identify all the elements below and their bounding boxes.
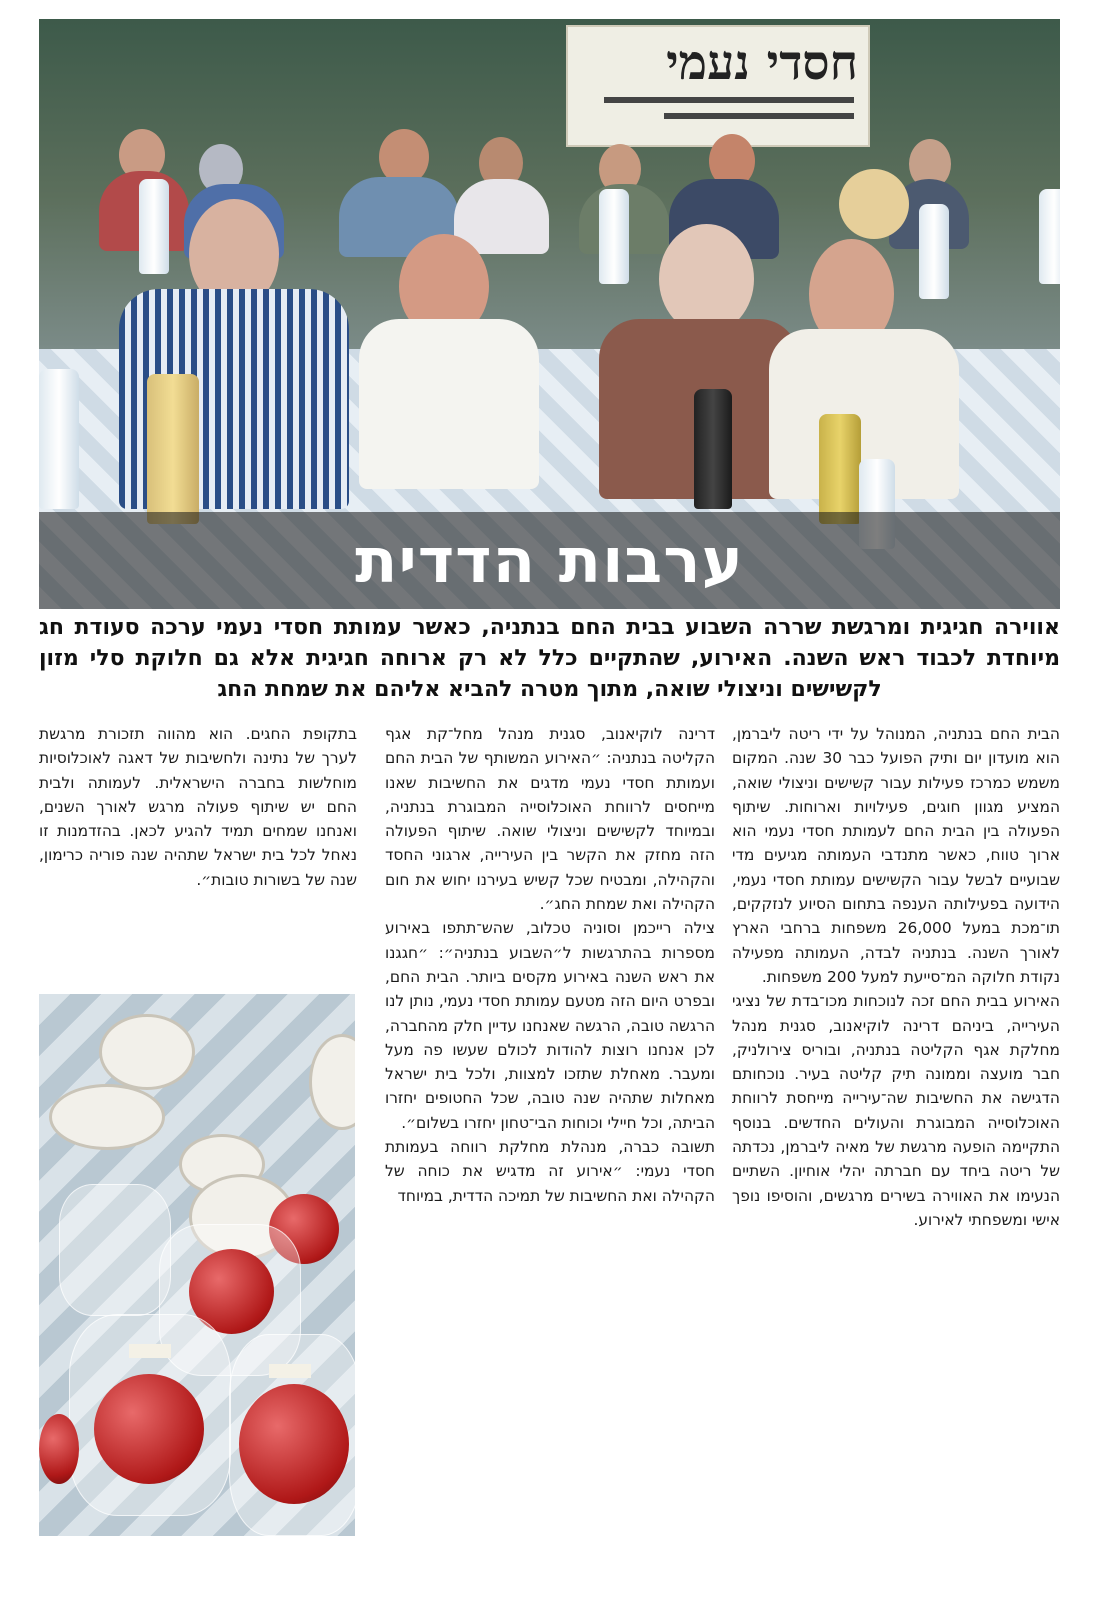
pomegranate xyxy=(39,1414,79,1484)
water-bottle xyxy=(39,369,79,509)
dish xyxy=(309,1034,355,1130)
person-head xyxy=(659,224,754,334)
lead-paragraph: אווירה חגיגית ומרגשת שררה השבוע בבית החם בנתניה, כאשר עמותת חסדי נעמי ערכה סעודת חג מיוחדת לכבוד ראש השנה. האירוע, שהתקיים כלל לא רק ארוחה חגיגית אלא גם חלוקת סלי מזון לקשישים וניצולי שואה, מתוך מטרה להביא אליהם את שמחת החג xyxy=(39,615,1060,702)
pomegranates-photo xyxy=(39,994,355,1536)
juice-bottle xyxy=(819,414,861,524)
article-column-left xyxy=(39,722,357,892)
article-column-right xyxy=(732,722,1060,1232)
juice-bottle xyxy=(147,374,199,524)
article-paragraph: תשובה כברה, מנהלת מחלקת רווחה בעמותת חסדי נעמי: ״אירוע זה מדגיש את כוחה של הקהילה ואת החשיבות של תמיכה הדדית, במיוחד xyxy=(385,1138,715,1205)
organization-banner xyxy=(566,25,870,147)
water-bottle xyxy=(1039,189,1060,284)
article-paragraph: הבית החם בנתניה, המנוהל על ידי ריטה ליברמן, הוא מועדון יום ותיק הפועל כבר 30 שנה. המקום משמש כמרכז פעילות עבור קשישים וניצולי שואה, המציע מגוון חוגים, פעילויות וארוחות. שיתוף הפעולה בין הבית החם לעמותת חסדי נעמי הוא ארוך טווח, כאשר מתנדבי העמותה מגיעים מדי שבועיים לבשל עבור הקשישים עמותת חסדי נעמי, הידועה בפעילותה הענפה בתחום הסיוע לנזקקים, תו־מכת במעל 26,000 משפחות ברחבי הארץ לאורך השנה. בנתניה לבדה, העמותה מפעילה נקודת חלוקה המ־סייעת למעל 200 משפחות. xyxy=(732,725,1060,986)
article-paragraph: האירוע בבית החם זכה לנוכחות מכו־בדת של נציגי העירייה, ביניהם דרינה לוקיאנוב, סגנית מנהל מחלקת אגף הקליטה בנתניה, ובוריס צירולניק, חבר מועצה וממונה תיק קליטה בעיר. נוכחותם הדגישה את החשיבות שה־עירייה מייחסת לרווחת האוכלוסייה המבוגרת והעולים החדשים. בנוסף התקיימה הופעה מרגשת של מאיה ליברמן, נכדתה של ריטה ביחד עם חברתה יהלי אוחיון. השתיים הנעימו את האווירה בשירים מרגשים, והוסיפו נופך אישי ומשפחתי לאירוע. xyxy=(732,992,1060,1229)
article-paragraph: בתקופת החגים. הוא מהווה תזכורת מרגשת לערך של נתינה ולחשיבות של דאגה לאוכלוסיות מוחלשות בחברה הישראלית. לעמותה ולבית החם יש שיתוף פעולה מרגש לאורך השנים, ואנחנו שמחים תמיד להגיע לכאן. בהזדמנות זו נאחל לכל בית ישראל שתהיה שנה פוריה כרימון, שנה של בשורות טובות״. xyxy=(39,725,357,889)
banner-subtitle-line xyxy=(604,97,854,103)
dish xyxy=(49,1084,165,1150)
article-paragraph: צילה רייכמן וסוניה טכלוב, שהש־תתפו באירוע מספרות בהתרגשות ל״השבוע בנתניה״: ״חגגנו את ראש השנה באירוע מקסים ביותר. הבית החם, ובפרט היום הזה מטעם עמותת חסדי נעמי, נותן לנו הרגשה טובה, הרגשה שאנחנו עדיין חלק מהחברה, לכן אנחנו רוצות להודות לכולם שעשו פה מעל ומעבר. מאחלת שתזכו למצוות, ולכל בית ישראל מאחלות שתהיה שנה טובה, שכל החטופים יחזרו הביתה, וכל חיילי וכוחות הבי־טחון יחזרו בשלום״. xyxy=(385,919,715,1132)
ribbon xyxy=(269,1364,311,1378)
water-bottle xyxy=(599,189,629,284)
banner-subtitle-line xyxy=(664,113,854,119)
person-body xyxy=(359,319,539,489)
person-head xyxy=(839,169,909,239)
pomegranate xyxy=(94,1374,204,1484)
gift-wrap xyxy=(59,1184,171,1316)
water-bottle xyxy=(139,179,169,274)
pomegranate xyxy=(239,1384,349,1504)
article-column-middle xyxy=(385,722,715,1208)
headline: ערבות הדדית xyxy=(355,524,744,597)
ribbon xyxy=(129,1344,171,1358)
article-paragraph: דרינה לוקיאנוב, סגנית מנהל מחל־קת אגף הקליטה בנתניה: ״האירוע המשותף של הבית החם ועמותת חסדי נעמי מדגים את החשיבות שאנו מייחסים לרווחת האוכלוסייה המבוגרת בנתניה, ובמיוחד לקשישים וניצולי שואה. שיתוף הפעולה הזה מחזק את הקשר בין העירייה, ארגוני החסד והקהילה, ומבטיח שכל קשיש בעירנו יחוש את חום הקהילה ואת שמחת החג״. xyxy=(385,725,715,914)
thermos xyxy=(694,389,732,509)
banner-text: חסדי נעמי xyxy=(666,35,858,91)
water-bottle xyxy=(919,204,949,299)
dish xyxy=(99,1014,195,1090)
